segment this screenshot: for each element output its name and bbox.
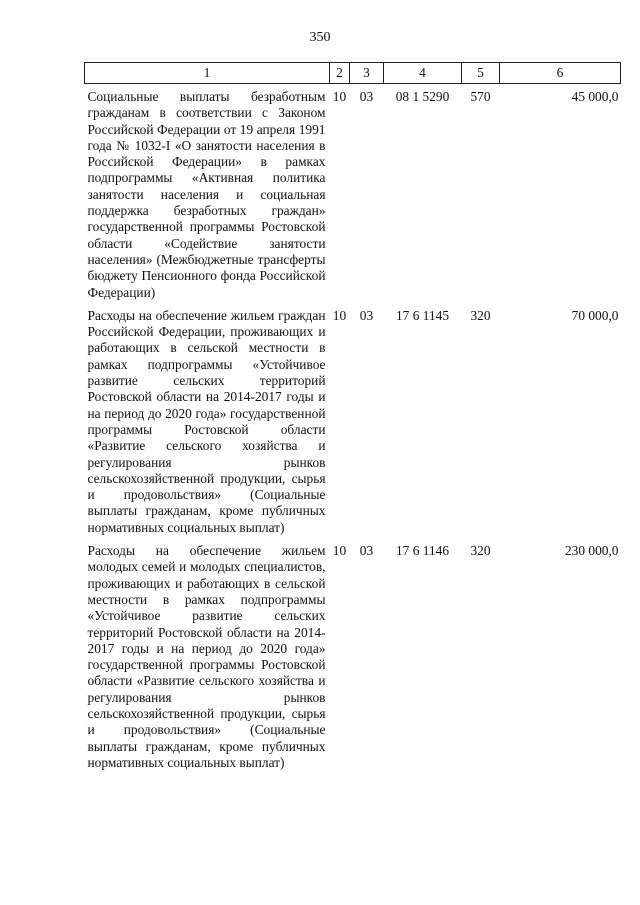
header-col-2: 2 bbox=[330, 63, 350, 84]
row-expense-type: 320 bbox=[470, 307, 491, 323]
row-expense-type: 320 bbox=[470, 543, 491, 559]
row-section: 10 bbox=[332, 543, 347, 559]
row-subsection: 03 bbox=[359, 307, 374, 323]
row-target-article: 08 1 5290 bbox=[395, 89, 450, 104]
table-row bbox=[85, 301, 621, 536]
header-col-1: 1 bbox=[85, 63, 330, 84]
header-col-5: 5 bbox=[462, 63, 500, 84]
row-target-article: 17 6 1146 bbox=[395, 543, 450, 559]
table-header-row bbox=[85, 63, 621, 84]
row-section: 10 bbox=[332, 89, 347, 104]
row-amount: 70 000,0 bbox=[571, 307, 619, 323]
page-number: 350 bbox=[309, 30, 331, 45]
header-col-4: 4 bbox=[384, 63, 462, 84]
row-amount: 230 000,0 bbox=[564, 543, 619, 559]
row-description: Расходы на обеспечение жильем молодых семей и молодых специалистов, проживающих и работающих в сельской местности в рамках подпрограммы «Устойчивое развитие сельских территорий Ростовской области на 2014-2017 годы и на период до 2020 года» государственной программы Ростовской области «Развитие сельского хозяйства и регулирования рынков сельскохозяйственной продукции, сырья и продовольствия» (Социальные выплаты гражданам, кроме публичных нормативных социальных выплат) bbox=[87, 543, 326, 770]
row-target-article: 17 6 1145 bbox=[395, 307, 450, 323]
header-col-6: 6 bbox=[500, 63, 621, 84]
table-row bbox=[85, 536, 621, 771]
budget-table bbox=[84, 62, 621, 771]
table-row bbox=[85, 84, 621, 301]
row-amount: 45 000,0 bbox=[571, 89, 619, 104]
row-description: Расходы на обеспечение жильем граждан Российской Федерации, проживающих и работающих в сельской местности в рамках подпрограммы «Устойчивое развитие сельских территорий Ростовской области на 2014-2017 годы и на период до 2020 года» государственной программы Ростовской области «Развитие сельского хозяйства и регулирования рынков сельскохозяйственной продукции, сырья и продовольствия» (Социальные выплаты гражданам, кроме публичных нормативных социальных выплат) bbox=[87, 307, 326, 535]
row-description: Социальные выплаты безработным гражданам в соответствии с Законом Российской Федерации от 19 апреля 1991 года № 1032-I «О занятости населения в Российской Федерации» в рамках подпрограммы «Активная политика занятости населения и социальная поддержка безработных граждан» государственной программы Ростовской области «Содействие занятости населения» (Межбюджетные трансферты бюджету Пенсионного фонда Российской Федерации) bbox=[87, 89, 326, 300]
row-subsection: 03 bbox=[359, 543, 374, 559]
row-subsection: 03 bbox=[359, 89, 374, 104]
row-section: 10 bbox=[332, 307, 347, 323]
row-expense-type: 570 bbox=[470, 89, 491, 104]
header-col-3: 3 bbox=[350, 63, 384, 84]
